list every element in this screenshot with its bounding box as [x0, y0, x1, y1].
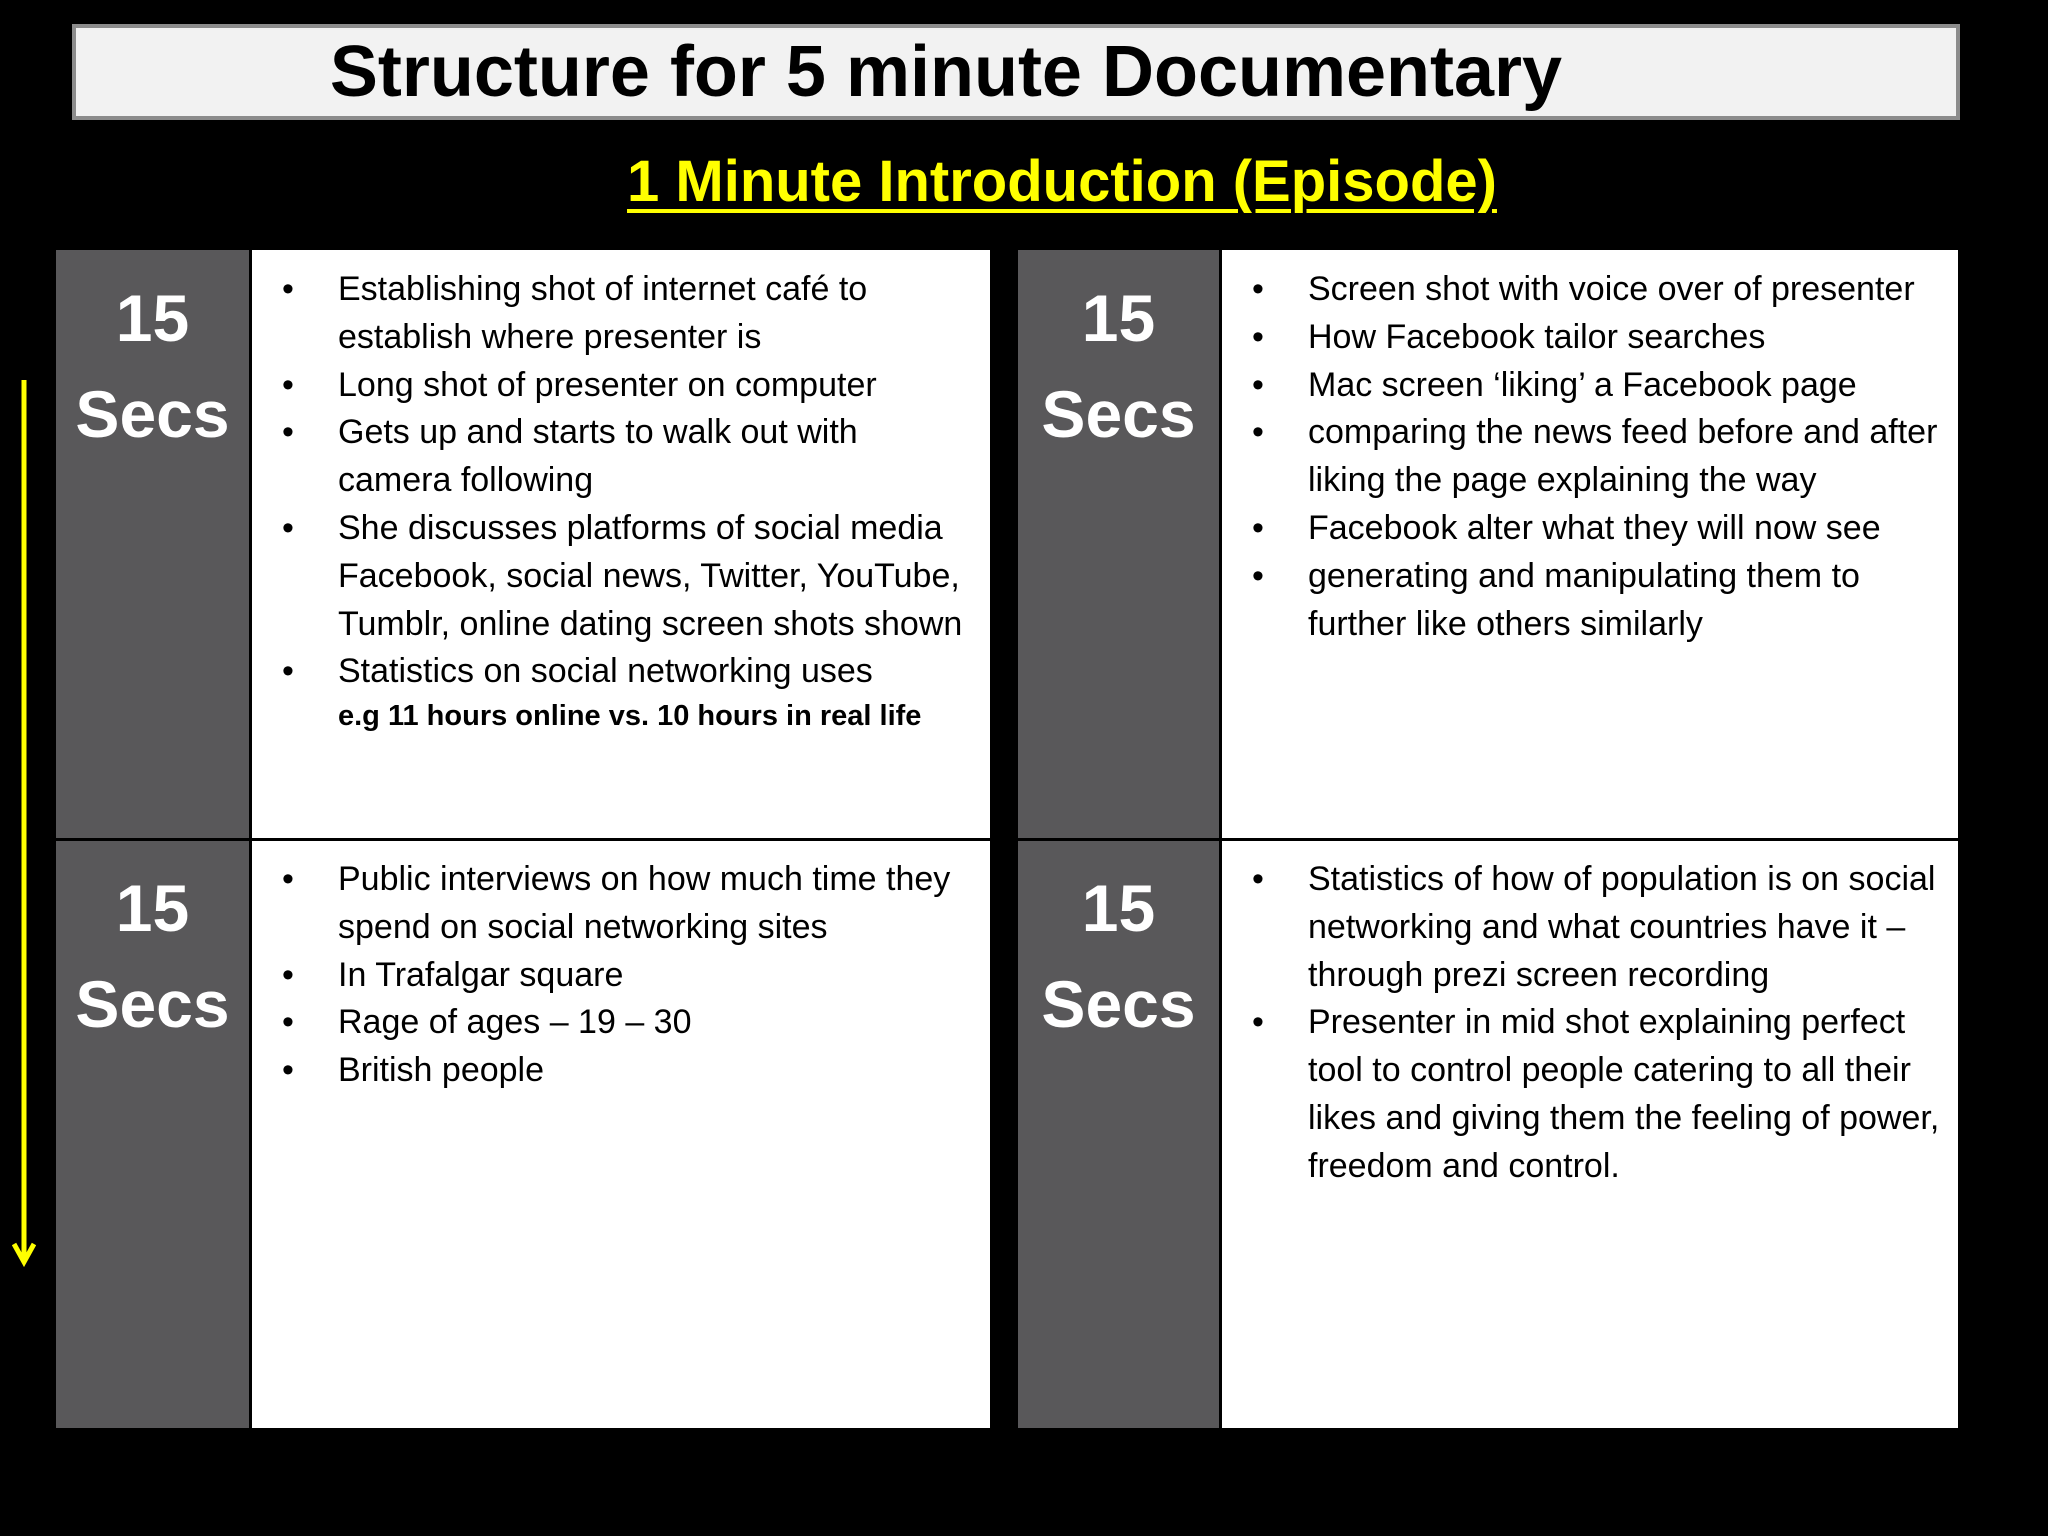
section-subtitle: 1 Minute Introduction (Episode)	[627, 149, 1497, 214]
list-item: • Rage of ages – 19 – 30	[272, 999, 976, 1047]
list-item: • Mac screen ‘liking’ a Facebook page	[1242, 362, 1944, 410]
panel-content	[252, 250, 990, 838]
duration-number: 15	[1081, 871, 1156, 945]
panel-bottom-left	[56, 840, 990, 1428]
page-title: Structure for 5 minute Documentary	[329, 32, 1563, 112]
duration-unit: Secs	[1041, 377, 1196, 451]
list-item: • How Facebook tailor searches	[1242, 314, 1944, 362]
platforms-note: Facebook, social news, Twitter, YouTube, Tumblr, online dating screen shots shown	[338, 556, 963, 643]
list-item: • Statistics of how of population is on social networking and what countries have it – through prezi screen recording	[1242, 856, 1944, 999]
list-item: • Screen shot with voice over of presenter	[1242, 266, 1944, 314]
panel-top-right	[1018, 250, 1958, 838]
duration-number: 15	[115, 281, 190, 355]
list-item: • In Trafalgar square	[272, 952, 976, 1000]
list-item: • comparing the news feed before and after liking the page explaining the way	[1242, 409, 1944, 505]
panel-content	[1222, 840, 1958, 1428]
duration-number: 15	[1081, 281, 1156, 355]
list-item: • Presenter in mid shot explaining perfect tool to control people catering to all their likes and giving them the feeling of power, freedom and control.	[1242, 999, 1944, 1190]
down-arrow-icon	[12, 380, 36, 1270]
list-item: • Gets up and starts to walk out with camera following	[272, 409, 976, 505]
list-item: • Long shot of presenter on computer	[272, 362, 976, 410]
duration-number: 15	[115, 871, 190, 945]
row-divider	[56, 838, 990, 841]
duration-label	[1018, 250, 1222, 838]
panel-top-left	[56, 250, 990, 838]
panel-bottom-right	[1018, 840, 1958, 1428]
list-item: • British people	[272, 1047, 976, 1095]
list-item: • Facebook alter what they will now see	[1242, 505, 1944, 553]
duration-unit: Secs	[1041, 967, 1196, 1041]
list-item: • Public interviews on how much time they spend on social networking sites	[272, 856, 976, 952]
list-item: • She discusses platforms of social media	[272, 505, 976, 553]
duration-label	[56, 250, 252, 838]
panel-content	[1222, 250, 1958, 838]
list-item: • Establishing shot of internet café to establish where presenter is	[272, 266, 976, 362]
row-divider	[1018, 838, 1958, 841]
duration-label	[56, 840, 252, 1428]
duration-label	[1018, 840, 1222, 1428]
duration-unit: Secs	[75, 377, 230, 451]
list-item: • Statistics on social networking uses	[272, 648, 976, 696]
statistics-example: e.g 11 hours online vs. 10 hours in real life	[338, 700, 922, 733]
title-bar	[72, 24, 1960, 120]
list-item: • generating and manipulating them to further like others similarly	[1242, 553, 1944, 649]
panel-content	[252, 840, 990, 1428]
duration-unit: Secs	[75, 967, 230, 1041]
